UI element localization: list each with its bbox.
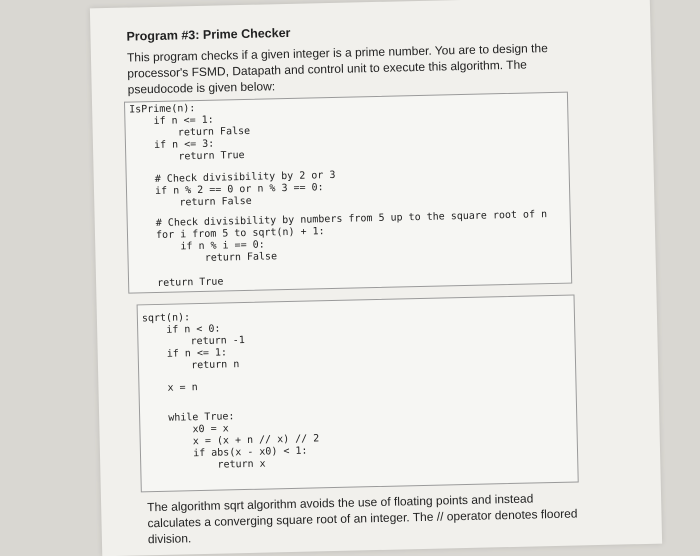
outro-paragraph: The algorithm sqrt algorithm avoids the use of floating points and instead calculates a converging square root of an integer. The // operator denotes floored division.: [147, 491, 578, 547]
code-line: if n % 2 == 0 or n % 3 == 0:: [130, 182, 324, 198]
code-line: x0 = x: [144, 423, 229, 437]
code-line: x = (x + n // x) // 2: [144, 433, 320, 449]
code-comment: # Check divisibility by 2 or 3: [130, 169, 336, 186]
code-line: return True: [132, 276, 224, 290]
code-line: return n: [142, 359, 240, 373]
code-line: return False: [132, 251, 278, 266]
code-line: return x: [145, 458, 266, 473]
code-line: while True:: [144, 411, 235, 425]
document-title: Program #3: Prime Checker: [126, 25, 291, 44]
document-page: [90, 0, 662, 556]
code-line: return -1: [142, 334, 245, 349]
code-line: if n <= 1:: [129, 114, 214, 128]
code-line: if n <= 1:: [142, 347, 228, 361]
code-line: return False: [129, 125, 251, 140]
code-line: return False: [131, 195, 252, 210]
code-line: if abs(x - x0) < 1:: [144, 445, 308, 461]
code-line: if n < 0:: [142, 323, 221, 337]
code-line: if n <= 3:: [129, 138, 215, 152]
code-line: x = n: [143, 382, 198, 395]
isprime-code-box: [124, 92, 572, 294]
code-line: sqrt(n):: [141, 312, 191, 325]
code-line: return True: [130, 149, 245, 164]
code-line: IsPrime(n):: [129, 103, 196, 116]
code-line: if n % i == 0:: [132, 239, 265, 254]
intro-paragraph: This program checks if a given integer is a prime number. You are to design the processor's FSMD, Datapath and control unit to execute this algorithm. The pseudocode is given below:: [126, 41, 548, 97]
code-line: for i from 5 to sqrt(n) + 1:: [131, 226, 325, 242]
code-comment: # Check divisibility by numbers from 5 up to the square root of n: [131, 209, 548, 230]
sqrt-code-box: [137, 295, 579, 493]
